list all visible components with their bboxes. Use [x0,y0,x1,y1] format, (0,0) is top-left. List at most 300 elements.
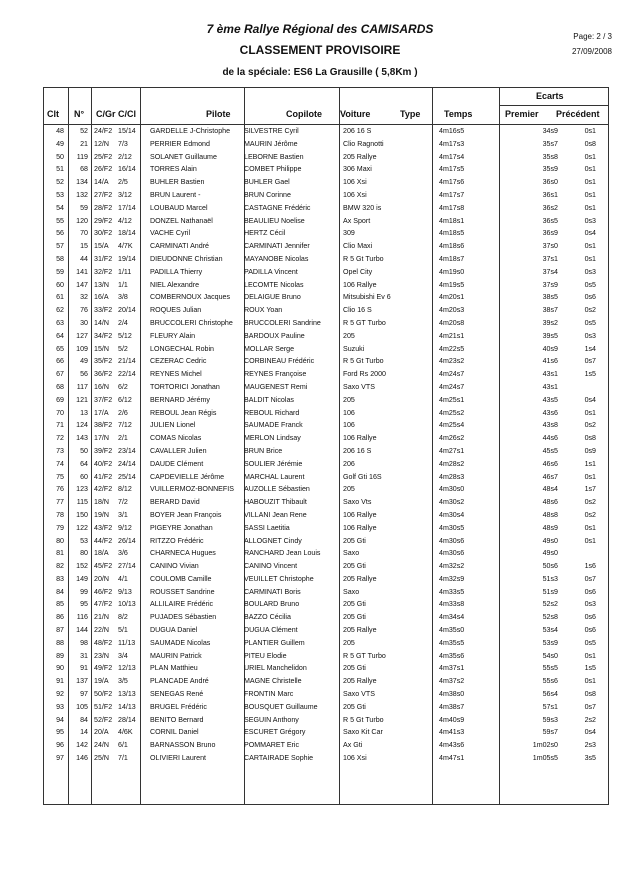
cell-temps: 4m16s5 [439,127,465,135]
cell-cgr: 35/F2 [94,357,113,366]
cell-temps: 4m33s8 [439,600,465,609]
cell-copilote: MAYANOBE Nicolas [244,254,309,263]
cell-copilote: MAUGENEST Remi [244,382,308,391]
cell-precedent: 0s8 [584,434,596,443]
cell-precedent: 0s1 [584,203,596,212]
cell-voiture: Clio Maxi [343,242,373,251]
table-row [44,317,608,330]
cell-num: 127 [76,331,88,340]
cell-voiture: 206 [343,459,355,468]
cell-ccl: 23/14 [118,446,136,455]
cell-clt: 59 [56,267,64,276]
cell-voiture: 106 Rallye [343,523,377,532]
rally-title: 7 ème Rallye Régional des CAMISARDS [206,22,434,36]
cell-precedent: 2s3 [584,741,596,750]
cell-ccl: 4/1 [118,574,128,583]
cell-clt: 81 [56,549,64,558]
cell-pilote: ROUSSET Sandrine [150,587,215,596]
cell-premier: 40s9 [542,344,558,353]
table-row [44,279,608,292]
col-premier: Premier [505,109,539,119]
table-row [44,151,608,164]
cell-premier: 35s8 [542,152,558,161]
table-row [44,739,608,752]
cell-voiture: 205 [343,485,355,494]
table-row [44,125,608,138]
cell-num: 91 [80,664,88,673]
cell-cgr: 38/F2 [94,421,113,430]
cell-cgr: 17/A [94,408,109,417]
cell-pilote: CAPDEVIELLE Jérôme [150,472,225,481]
cell-pilote: NIEL Alexandre [150,280,200,289]
cell-clt: 70 [56,408,64,417]
cell-clt: 54 [56,203,64,212]
cell-num: 76 [80,306,88,315]
cell-premier: 48s8 [542,510,558,519]
cell-copilote: REYNES Françoise [244,370,307,379]
cell-num: 137 [76,677,88,686]
cell-premier: 53s9 [542,638,558,647]
cell-num: 50 [80,446,88,455]
cell-cgr: 43/F2 [94,523,113,532]
cell-ccl: 3/4 [118,651,128,660]
cell-voiture: 205 Gti [343,536,366,545]
cell-premier: 1m05s5 [532,754,558,763]
cell-ccl: 3/12 [118,190,132,199]
cell-clt: 80 [56,536,64,545]
col-num: N° [74,109,85,119]
cell-premier: 49s0 [542,536,558,545]
cell-premier: 51s9 [542,587,558,596]
cell-pilote: MAURIN Patrick [150,651,202,660]
cell-premier: 36s9 [542,229,558,238]
cell-temps: 4m17s8 [439,203,465,212]
table-row [44,227,608,240]
cell-clt: 93 [56,702,64,711]
cell-cgr: 44/F2 [94,536,113,545]
cell-voiture: BMW 320 is [343,203,382,212]
cell-num: 95 [80,600,88,609]
table-row [44,522,608,535]
cell-copilote: BRUN Corinne [244,190,291,199]
table-row [44,381,608,394]
cell-temps: 4m17s5 [439,165,465,174]
cell-num: 56 [80,370,88,379]
cell-precedent: 0s1 [584,178,596,187]
cell-voiture: Ax Gti [343,741,363,750]
cell-premier: 39s2 [542,318,558,327]
cell-voiture: Saxo [343,549,360,558]
table-row [44,496,608,509]
cell-cgr: 40/F2 [94,459,113,468]
cell-num: 121 [76,395,88,404]
cell-precedent: 0s6 [584,626,596,635]
table-row [44,547,608,560]
cell-ccl: 20/14 [118,306,136,315]
cell-clt: 68 [56,382,64,391]
cell-voiture: Ax Sport [343,216,371,225]
cell-precedent: 0s1 [584,536,596,545]
cell-cgr: 27/F2 [94,190,113,199]
cell-precedent: 0s6 [584,293,596,302]
cell-premier: 57s1 [542,702,558,711]
cell-cgr: 16/A [94,293,109,302]
cell-ccl: 2/1 [118,434,128,443]
cell-temps: 4m24s7 [439,382,465,391]
cell-ccl: 28/14 [118,715,136,724]
cell-cgr: 33/F2 [94,306,113,315]
cell-premier: 56s4 [542,690,558,699]
document-date: 27/09/2008 [571,47,612,56]
cell-precedent: 0s1 [584,651,596,660]
cell-ccl: 8/2 [118,613,128,622]
cell-precedent: 1s4 [584,344,596,353]
cell-premier: 55s5 [542,664,558,673]
cell-voiture: R 5 Gt Turbo [343,254,384,263]
cell-premier: 50s6 [542,562,558,571]
cell-clt: 96 [56,741,64,750]
table-row [44,304,608,317]
cell-num: 97 [80,690,88,699]
table-row [44,163,608,176]
cell-copilote: SAUMADE Franck [244,421,303,430]
cell-copilote: LEBORNE Bastien [244,152,304,161]
table-row [44,471,608,484]
cell-precedent: 0s1 [584,408,596,417]
cell-ccl: 3/5 [118,677,128,686]
cell-precedent: 0s6 [584,613,596,622]
table-row [44,714,608,727]
cell-num: 124 [76,421,88,430]
cell-cgr: 17/N [94,434,109,443]
cell-num: 84 [80,715,88,724]
cell-pilote: JULIEN Lionel [150,421,196,430]
cell-premier: 51s3 [542,574,558,583]
cell-voiture: R 5 Gt Turbo [343,357,384,366]
cell-clt: 78 [56,510,64,519]
cell-num: 147 [76,280,88,289]
cell-pilote: OLIVIERI Laurent [150,754,206,763]
cell-clt: 84 [56,587,64,596]
cell-num: 152 [76,562,88,571]
cell-ccl: 3/1 [118,510,128,519]
cell-precedent: 0s1 [584,190,596,199]
cell-copilote: VEUILLET Christophe [244,574,314,583]
table-row [44,394,608,407]
cell-num: 142 [76,741,88,750]
cell-copilote: SOULIER Jérémie [244,459,303,468]
cell-precedent: 0s5 [584,638,596,647]
cell-voiture: Clio 16 S [343,306,372,315]
cell-pilote: PLAN Matthieu [150,664,198,673]
cell-num: 132 [76,190,88,199]
cell-voiture: 205 [343,638,355,647]
cell-voiture: 106 Rallye [343,280,377,289]
cell-temps: 4m28s2 [439,459,465,468]
cell-clt: 51 [56,165,64,174]
cell-pilote: DONZEL Nathanaël [150,216,213,225]
cell-premier: 41s6 [542,357,558,366]
cell-pilote: REBOUL Jean Régis [150,408,217,417]
cell-temps: 4m30s0 [439,485,465,494]
cell-pilote: LOUBAUD Marcel [150,203,208,212]
cell-num: 141 [76,267,88,276]
cell-pilote: BENITO Bernard [150,715,204,724]
cell-clt: 89 [56,651,64,660]
cell-voiture: 106 Xsi [343,754,367,763]
cell-pilote: CARMINATI André [150,242,209,251]
cell-copilote: VILLANI Jean Rene [244,510,307,519]
cell-clt: 82 [56,562,64,571]
cell-num: 68 [80,165,88,174]
cell-pilote: CHARNECA Hugues [150,549,216,558]
cell-ccl: 4/12 [118,216,132,225]
table-row [44,752,608,765]
cell-ccl: 4/7K [118,242,133,251]
table-row [44,458,608,471]
cell-clt: 57 [56,242,64,251]
table-row [44,368,608,381]
cell-premier: 38s7 [542,306,558,315]
cell-cgr: 36/F2 [94,370,113,379]
cell-premier: 59s7 [542,728,558,737]
cell-pilote: SAUMADE Nicolas [150,638,211,647]
cell-ccl: 9/13 [118,587,132,596]
cell-copilote: SEGUIN Anthony [244,715,299,724]
cell-precedent: 0s4 [584,395,596,404]
cell-num: 52 [80,127,88,135]
cell-temps: 4m26s2 [439,434,465,443]
cell-premier: 34s9 [542,127,558,135]
table-row [44,675,608,688]
cell-copilote: BRUCCOLERI Sandrine [244,318,321,327]
cell-ccl: 1/1 [118,280,128,289]
table-row [44,509,608,522]
cell-temps: 4m28s3 [439,472,465,481]
cell-premier: 37s1 [542,254,558,263]
cell-precedent: 0s1 [584,242,596,251]
cell-voiture: 106 Xsi [343,178,367,187]
cell-pilote: CEZERAC Cedric [150,357,207,366]
cell-clt: 92 [56,690,64,699]
cell-temps: 4m25s1 [439,395,465,404]
cell-num: 60 [80,472,88,481]
cell-precedent: 0s1 [584,677,596,686]
cell-copilote: SILVESTRE Cyril [244,127,299,135]
cell-ccl: 22/14 [118,370,136,379]
cell-copilote: AUZOLLE Sébastien [244,485,310,494]
cell-premier: 43s8 [542,421,558,430]
cell-copilote: COMBET Philippe [244,165,302,174]
cell-copilote: BARDOUX Pauline [244,331,305,340]
cell-clt: 71 [56,421,64,430]
cell-clt: 86 [56,613,64,622]
cell-clt: 75 [56,472,64,481]
cell-copilote: BRUN Brice [244,446,283,455]
cell-cgr: 24/N [94,741,109,750]
cell-pilote: DIEUDONNE Christian [150,254,223,263]
cell-clt: 49 [56,139,64,148]
cell-premier: 48s6 [542,498,558,507]
cell-premier: 48s4 [542,485,558,494]
cell-num: 117 [76,382,88,391]
cell-precedent: 2s2 [584,715,596,724]
cell-temps: 4m47s1 [439,754,465,763]
cell-copilote: CARMINATI Boris [244,587,301,596]
cell-temps: 4m34s4 [439,613,465,622]
cell-clt: 48 [56,127,64,135]
cell-clt: 72 [56,434,64,443]
table-row [44,330,608,343]
cell-copilote: PITEU Elodie [244,651,287,660]
cell-copilote: MOLLAR Serge [244,344,295,353]
cell-precedent: 0s3 [584,331,596,340]
cell-voiture: Saxo VTS [343,690,375,699]
cell-cgr: 39/F2 [94,446,113,455]
cell-num: 134 [76,178,88,187]
cell-cgr: 34/F2 [94,331,113,340]
table-row [44,176,608,189]
cell-ccl: 6/2 [118,382,128,391]
cell-precedent: 0s1 [584,523,596,532]
cell-copilote: MERLON Lindsay [244,434,301,443]
cell-cgr: 41/F2 [94,472,113,481]
cell-temps: 4m32s2 [439,562,465,571]
cell-voiture: 206 16 S [343,446,372,455]
col-precedent: Précédent [556,109,600,119]
cell-voiture: Mitsubishi Ev 6 [343,293,391,302]
cell-pilote: PERRIER Edmond [150,139,210,148]
cell-voiture: Golf Gti 16S [343,472,382,481]
cell-temps: 4m17s4 [439,152,465,161]
cell-cgr: 52/F2 [94,715,113,724]
cell-ccl: 27/14 [118,562,136,571]
cell-cgr: 51/F2 [94,702,113,711]
cell-num: 109 [76,344,88,353]
cell-precedent: 0s1 [584,127,596,135]
cell-premier: 46s7 [542,472,558,481]
cell-voiture: 205 Rallye [343,152,377,161]
cell-voiture: 309 [343,229,355,238]
cell-clt: 63 [56,318,64,327]
cell-temps: 4m30s2 [439,498,465,507]
cell-copilote: POMMARET Eric [244,741,300,750]
cell-cgr: 49/F2 [94,664,113,673]
cell-num: 59 [80,203,88,212]
cell-precedent: 0s8 [584,690,596,699]
cell-premier: 36s2 [542,203,558,212]
cell-ccl: 14/13 [118,702,136,711]
cell-clt: 50 [56,152,64,161]
cell-precedent: 0s5 [584,280,596,289]
cell-ccl: 25/14 [118,472,136,481]
cell-premier: 38s5 [542,293,558,302]
cell-precedent: 1s5 [584,370,596,379]
cell-clt: 58 [56,254,64,263]
cell-temps: 4m25s4 [439,421,465,430]
cell-num: 99 [80,587,88,596]
cell-pilote: BERARD David [150,498,200,507]
cell-temps: 4m18s5 [439,229,465,238]
cell-num: 146 [76,754,88,763]
cell-clt: 85 [56,600,64,609]
cell-cgr: 29/F2 [94,216,113,225]
cell-premier: 37s9 [542,280,558,289]
cell-premier: 45s5 [542,446,558,455]
cell-temps: 4m38s7 [439,702,465,711]
cell-pilote: SOLANET Guillaume [150,152,217,161]
cell-copilote: CANINO Vincent [244,562,298,571]
table-row [44,253,608,266]
table-row [44,688,608,701]
cell-ccl: 16/14 [118,165,136,174]
cell-copilote: HERTZ Cécil [244,229,286,238]
cell-temps: 4m32s9 [439,574,465,583]
cell-voiture: 205 Rallye [343,626,377,635]
cell-copilote: DELAIGUE Bruno [244,293,301,302]
col-copilote: Copilote [286,109,322,119]
cell-temps: 4m30s4 [439,510,465,519]
cell-clt: 77 [56,498,64,507]
cell-voiture: 106 Xsi [343,190,367,199]
cell-num: 13 [80,408,88,417]
cell-copilote: PLANTIER Guillem [244,638,305,647]
cell-premier: 43s1 [542,382,558,391]
cell-num: 44 [80,254,88,263]
cell-temps: 4m35s0 [439,626,465,635]
cell-precedent: 0s6 [584,587,596,596]
cell-clt: 69 [56,395,64,404]
cell-pilote: BRUCCOLERI Christophe [150,318,233,327]
cell-temps: 4m19s0 [439,267,465,276]
cell-temps: 4m25s2 [439,408,465,417]
cell-precedent: 0s8 [584,139,596,148]
cell-num: 143 [76,434,88,443]
cell-cgr: 21/N [94,613,109,622]
cell-premier: 35s9 [542,165,558,174]
cell-ccl: 7/1 [118,754,128,763]
cell-voiture: 205 Gti [343,664,366,673]
cell-cgr: 20/A [94,728,109,737]
col-type: Type [400,109,421,119]
cell-ccl: 24/14 [118,459,136,468]
cell-ccl: 7/12 [118,421,132,430]
cell-temps: 4m18s6 [439,242,465,251]
cell-premier: 52s8 [542,613,558,622]
cell-clt: 66 [56,357,64,366]
cell-copilote: SASSI Laetitia [244,523,290,532]
cell-copilote: ROUX Yoan [244,306,283,315]
table-row [44,701,608,714]
cell-precedent: 1s5 [584,664,596,673]
table-row [44,662,608,675]
cell-cgr: 12/N [94,139,109,148]
cell-precedent: 0s3 [584,216,596,225]
cell-cgr: 23/N [94,651,109,660]
cell-copilote: MAGNE Christelle [244,677,302,686]
cell-num: 122 [76,523,88,532]
cell-voiture: 205 Gti [343,600,366,609]
cell-precedent: 0s2 [584,421,596,430]
cell-precedent: 0s3 [584,267,596,276]
cell-temps: 4m23s2 [439,357,465,366]
table-row [44,138,608,151]
cell-copilote: BALDIT Nicolas [244,395,294,404]
cell-clt: 91 [56,677,64,686]
table-row [44,624,608,637]
cell-premier: 36s5 [542,216,558,225]
cell-voiture: 205 [343,331,355,340]
